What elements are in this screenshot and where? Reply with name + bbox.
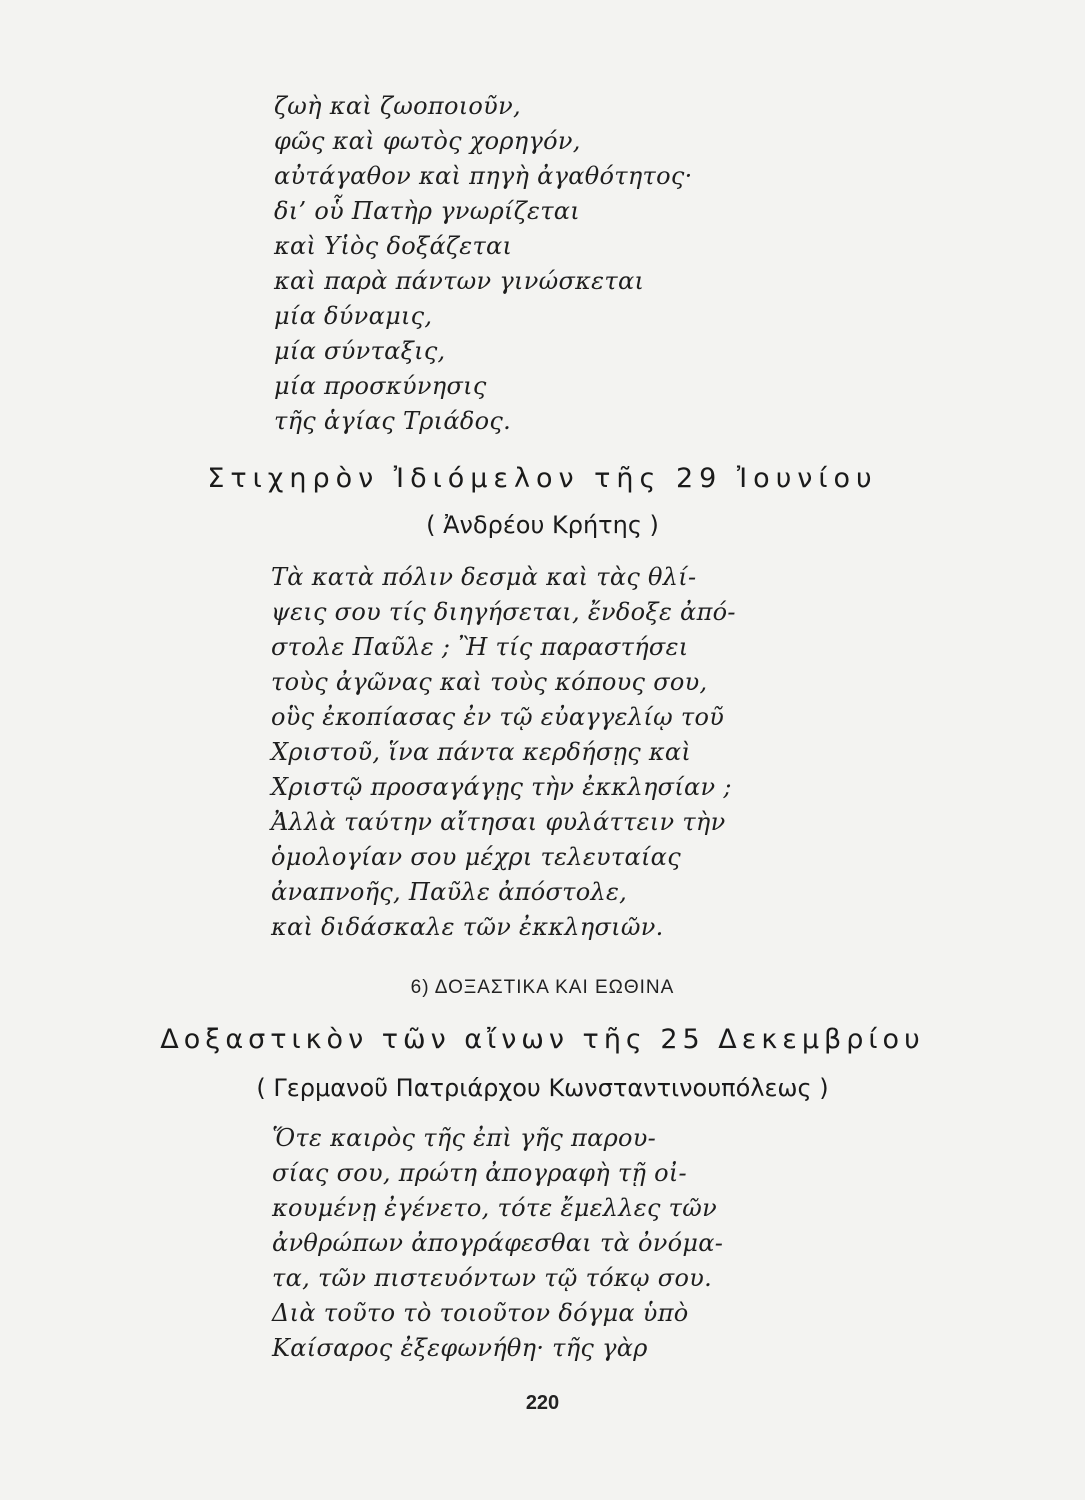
- stichiron-title: Στιχηρὸν Ἰδιόμελον τῆς 29 Ἰουνίου: [207, 463, 878, 494]
- stichiron-text: [271, 560, 736, 945]
- stichiron-author: ( Ἀνδρέου Κρήτης ): [426, 511, 659, 539]
- verse-line: αὐτάγαθον καὶ πηγὴ ἀγαθότητος·: [274, 162, 693, 190]
- verse-line: ἀναπνοῆς, Παῦλε ἀπόστολε,: [271, 878, 628, 906]
- verse-line: σίας σου, πρώτη ἀπογραφὴ τῇ οἰ-: [272, 1159, 687, 1187]
- verse-line: καὶ Υἱὸς δοξάζεται: [274, 232, 513, 260]
- verse-line: Τὰ κατὰ πόλιν δεσμὰ καὶ τὰς θλί-: [271, 563, 697, 591]
- verse-line: Χριστοῦ, ἵνα πάντα κερδήσῃς καὶ: [271, 738, 692, 766]
- verse-line: Διὰ τοῦτο τὸ τοιοῦτον δόγμα ὑπὸ: [272, 1299, 689, 1327]
- verse-line: μία προσκύνησις: [274, 372, 487, 400]
- verse-line: καὶ παρὰ πάντων γινώσκεται: [274, 267, 645, 295]
- verse-line: οὓς ἐκοπίασας ἐν τῷ εὐαγγελίῳ τοῦ: [271, 703, 725, 731]
- verse-line: τοὺς ἀγῶνας καὶ τοὺς κόπους σου,: [271, 668, 708, 696]
- verse-line: δι’ οὗ Πατὴρ γνωρίζεται: [274, 197, 581, 225]
- verse-line: μία σύνταξις,: [274, 337, 446, 365]
- verse-line: ζωὴ καὶ ζωοποιοῦν,: [274, 92, 521, 120]
- hymn-continuation: [274, 89, 693, 439]
- verse-line: μία δύναμις,: [274, 302, 433, 330]
- verse-line: τῆς ἁγίας Τριάδος.: [274, 407, 512, 435]
- verse-line: ἀνθρώπων ἀπογράφεσθαι τὰ ὀνόμα-: [272, 1229, 724, 1257]
- verse-line: κουμένῃ ἐγένετο, τότε ἔμελλες τῶν: [272, 1194, 717, 1222]
- doxastikon-text: [272, 1121, 723, 1366]
- verse-line: τα, τῶν πιστευόντων τῷ τόκῳ σου.: [272, 1264, 713, 1292]
- verse-line: Ὅτε καιρὸς τῆς ἐπὶ γῆς παρου-: [272, 1124, 657, 1152]
- verse-line: ὁμολογίαν σου μέχρι τελευταίας: [271, 843, 681, 871]
- verse-line: Ἀλλὰ ταύτην αἴτησαι φυλάττειν τὴν: [271, 808, 726, 836]
- section-label: 6) ΔΟΞΑΣΤΙΚΑ ΚΑΙ ΕΩΘΙΝΑ: [410, 977, 675, 998]
- verse-line: Καίσαρος ἐξεφωνήθη· τῆς γὰρ: [272, 1334, 648, 1362]
- verse-line: φῶς καὶ φωτὸς χορηγόν,: [274, 127, 581, 155]
- verse-line: Χριστῷ προσαγάγῃς τὴν ἐκκλησίαν ;: [271, 773, 732, 801]
- verse-line: καὶ διδάσκαλε τῶν ἐκκλησιῶν.: [271, 913, 664, 941]
- doxastikon-author: ( Γερμανοῦ Πατριάρχου Κωνσταντινουπόλεως ): [256, 1074, 829, 1102]
- verse-line: ψεις σου τίς διηγήσεται, ἔνδοξε ἀπό-: [271, 598, 736, 626]
- doxastikon-title: Δοξαστικὸν τῶν αἴνων τῆς 25 Δεκεμβρίου: [160, 1024, 925, 1055]
- verse-line: στολε Παῦλε ; Ἢ τίς παραστήσει: [271, 633, 689, 661]
- page-number: 220: [525, 1392, 560, 1414]
